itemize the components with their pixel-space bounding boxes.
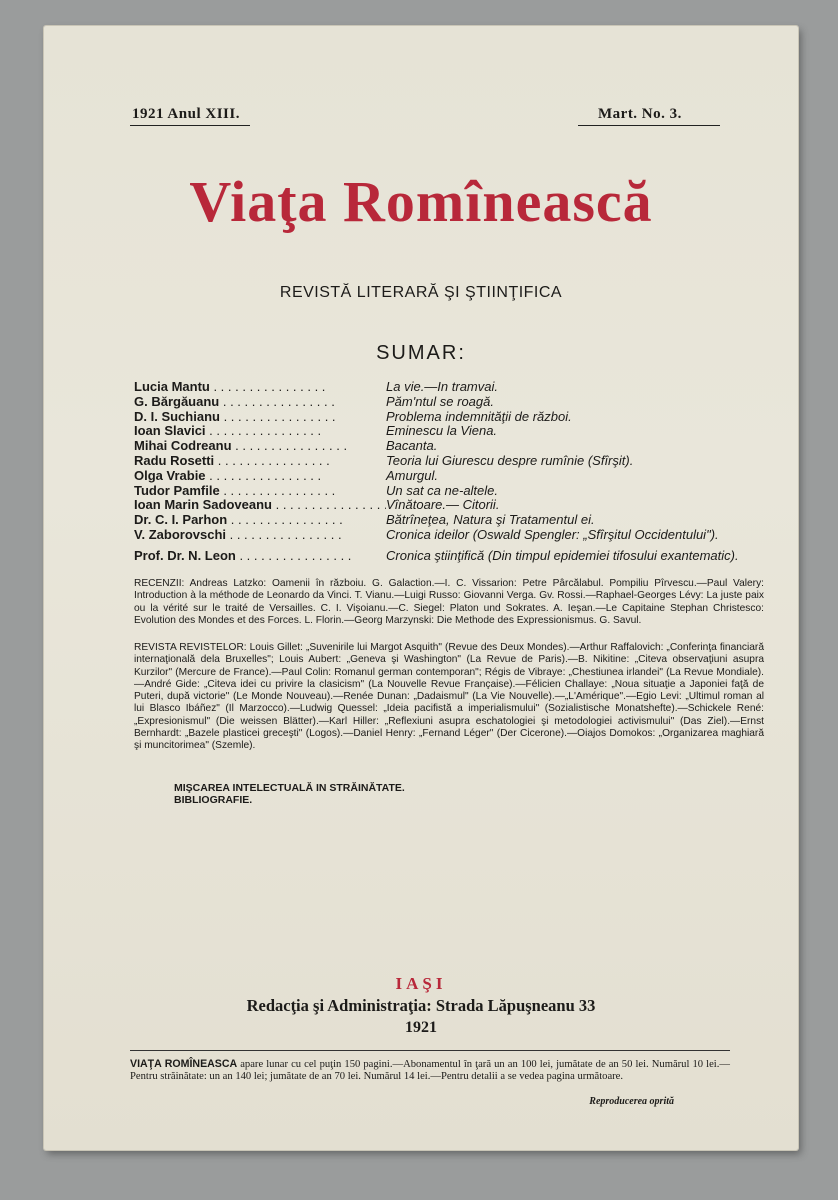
issue-month-number: Mart. No. 3. [598, 106, 682, 122]
toc-title: La vie.—In tramvai. [386, 379, 498, 394]
toc-title: Păm'ntul se roagă. [386, 393, 494, 409]
toc-title: Bacanta. [386, 438, 438, 454]
review-of-reviews-section: REVISTA REVISTELOR: Louis Gillet: „Suvenirile lui Margot Asquith" (Revue des Deux Mondes).—Arthur Raffalovich: „Conferinţa financiară internaţională dela Bruxelles"; Louis Aubert: „Geneva şi Washington" (La Revue de Paris).—B. Nikitine: „Citeva observaţiuni asupra Kurzilor" (Mercure de France).—Paul Colin: Romanul german contemporan"; Régis de Vibraye: „Chestiunea irlandei" (La Revue Mondiale).—André Gide: „Citeva idei cu privire la clasicism" (La Nouvelle Revue Française).—Félicien Challaye: „Noua situaţie a Japoniei faţă de Puteri, după victorie" (Le Monde Nouveau).—Renée Dunan: „Dadaismul" (La Vie Nouvelle).—„L'Amérique".—Egio Levi: „Ultimul roman al lui Blasco Ibáñez" (Il Marzocco).—Ludwig Quessel: „Ideia pacifistă a imperialismului" (Sozialistische Monatshefte).—Schickele René: „Expresionismul" (Die weissen Blätter).—Karl Hiller: „Reflexiuni asupra eschatologiei şi metodologiei activismului" (Das Ziel).—Ernst Bernhardt: „Bazele plasticei greceşti" (Logos).—Daniel Henry: „Fernand Léger" (Der Cicerone).—Oiajos Domokos: „Organizarea maghiară şi muncitorimea" (Szemle). [134, 642, 764, 752]
contents-heading: SUMAR: [376, 342, 466, 364]
toc-author: Ioan Marin Sadoveanu . . . [134, 498, 386, 513]
intellectual-movement-heading: MIŞCAREA INTELECTUALĂ IN STRĂINĂTATE. [174, 782, 405, 794]
toc-title: Cronica ideilor (Oswald Spengler: „Sfîrşitul Occidentului"). [386, 526, 719, 542]
toc-author: V. Zaborovschi . . . [134, 528, 386, 543]
toc-title: Un sat ca ne-altele. [386, 482, 499, 498]
toc-entry [134, 528, 764, 543]
toc-title: Bătrîneţea, Natura şi Tratamentul ei. [386, 512, 595, 528]
footer-rule [130, 1050, 730, 1051]
toc-title: Teoria lui Giurescu despre rumînie (Sfîrşit). [386, 452, 634, 468]
toc-entry [134, 454, 764, 469]
toc-entry [134, 498, 764, 513]
toc-entry [134, 469, 764, 484]
toc-title: Problema indemnităţii de război. [386, 408, 572, 424]
imprint-city: IAŞI [395, 974, 447, 993]
toc-entry [134, 549, 764, 564]
toc-author: Olga Vrabie . . . [134, 469, 386, 484]
toc-author: G. Bărgăuanu . . . [134, 395, 386, 410]
subscription-note [130, 1058, 730, 1083]
toc-author: Ioan Slavici . . . [134, 424, 386, 439]
toc-author: Dr. C. I. Parhon . . . [134, 513, 386, 528]
toc-title: Vînătoare.— Citorii. [386, 497, 500, 513]
toc-title: Amurgul. [386, 467, 439, 483]
misc-sections [174, 782, 405, 806]
toc-entry [134, 424, 764, 439]
toc-author: Lucia Mantu . . . [134, 380, 386, 395]
toc-entry [134, 484, 764, 499]
issue-year-volume: 1921 Anul XIII. [132, 106, 240, 122]
imprint-address: Redacţia şi Administraţia: Strada Lăpuşneanu 33 [246, 996, 596, 1015]
toc-author: Tudor Pamfile . . . [134, 484, 386, 499]
header-rule-right [578, 125, 720, 126]
toc-author: D. I. Suchianu . . . [134, 410, 386, 425]
reproduction-notice: Reproducerea oprită [589, 1096, 674, 1107]
toc-author: Radu Rosetti . . . [134, 454, 386, 469]
toc-entry [134, 513, 764, 528]
magazine-title: Viaţa Romînească [189, 169, 653, 234]
table-of-contents [134, 380, 764, 564]
footer-text: apare lunar cu cel puţin 150 pagini.—Abonamentul în ţară un an 100 lei, jumătate de an 50 lei. Numărul 10 lei.—Pentru străinătate: un an 140 lei; jumătate de an 70 lei. Numărul 14 lei.—Pentru detalii a se vedea pagina următoare. [130, 1059, 730, 1082]
toc-title: Eminescu la Viena. [386, 423, 498, 439]
toc-entry [134, 439, 764, 454]
header-rule-left [130, 125, 250, 126]
magazine-cover [44, 26, 798, 1150]
reviews-section: RECENZII: Andreas Latzko: Oamenii în războiu. G. Galaction.—I. C. Vissarion: Petre Pârcălabul. Pompiliu Pîrvescu.—Paul Valery: Introduction à la méthode de Leonardo da Vinci. T. Vianu.—Luigi Russo: Giovanni Verga. Gv. Rossi.—Raphael-Georges Lévy: La juste paix ou la vérité sur le traité de Versailles. C. I. Vişoianu.—C. Siegel: Platon und Sokrates. A. Ieşan.—Le Capitaine Stephan Christesco: Evolution des Mondes et des Forces. L. Florin.—Georg Marzynski: Die Methode des Expressionismus. G. Savul. [134, 578, 764, 626]
toc-author: Prof. Dr. N. Leon . . . [134, 549, 386, 564]
toc-title: Cronica ştiinţifică (Din timpul epidemiei tifosului exantematic). [386, 547, 739, 563]
bibliography-heading: BIBLIOGRAFIE. [174, 794, 253, 806]
imprint-year: 1921 [405, 1019, 437, 1036]
toc-entry [134, 395, 764, 410]
magazine-subtitle: REVISTĂ LITERARĂ ŞI ŞTIINŢIFICA [279, 284, 563, 301]
toc-author: Mihai Codreanu . . . [134, 439, 386, 454]
toc-entry [134, 380, 764, 395]
footer-magazine-name: VIAŢA ROMÎNEASCA [130, 1058, 238, 1070]
toc-entry [134, 410, 764, 425]
